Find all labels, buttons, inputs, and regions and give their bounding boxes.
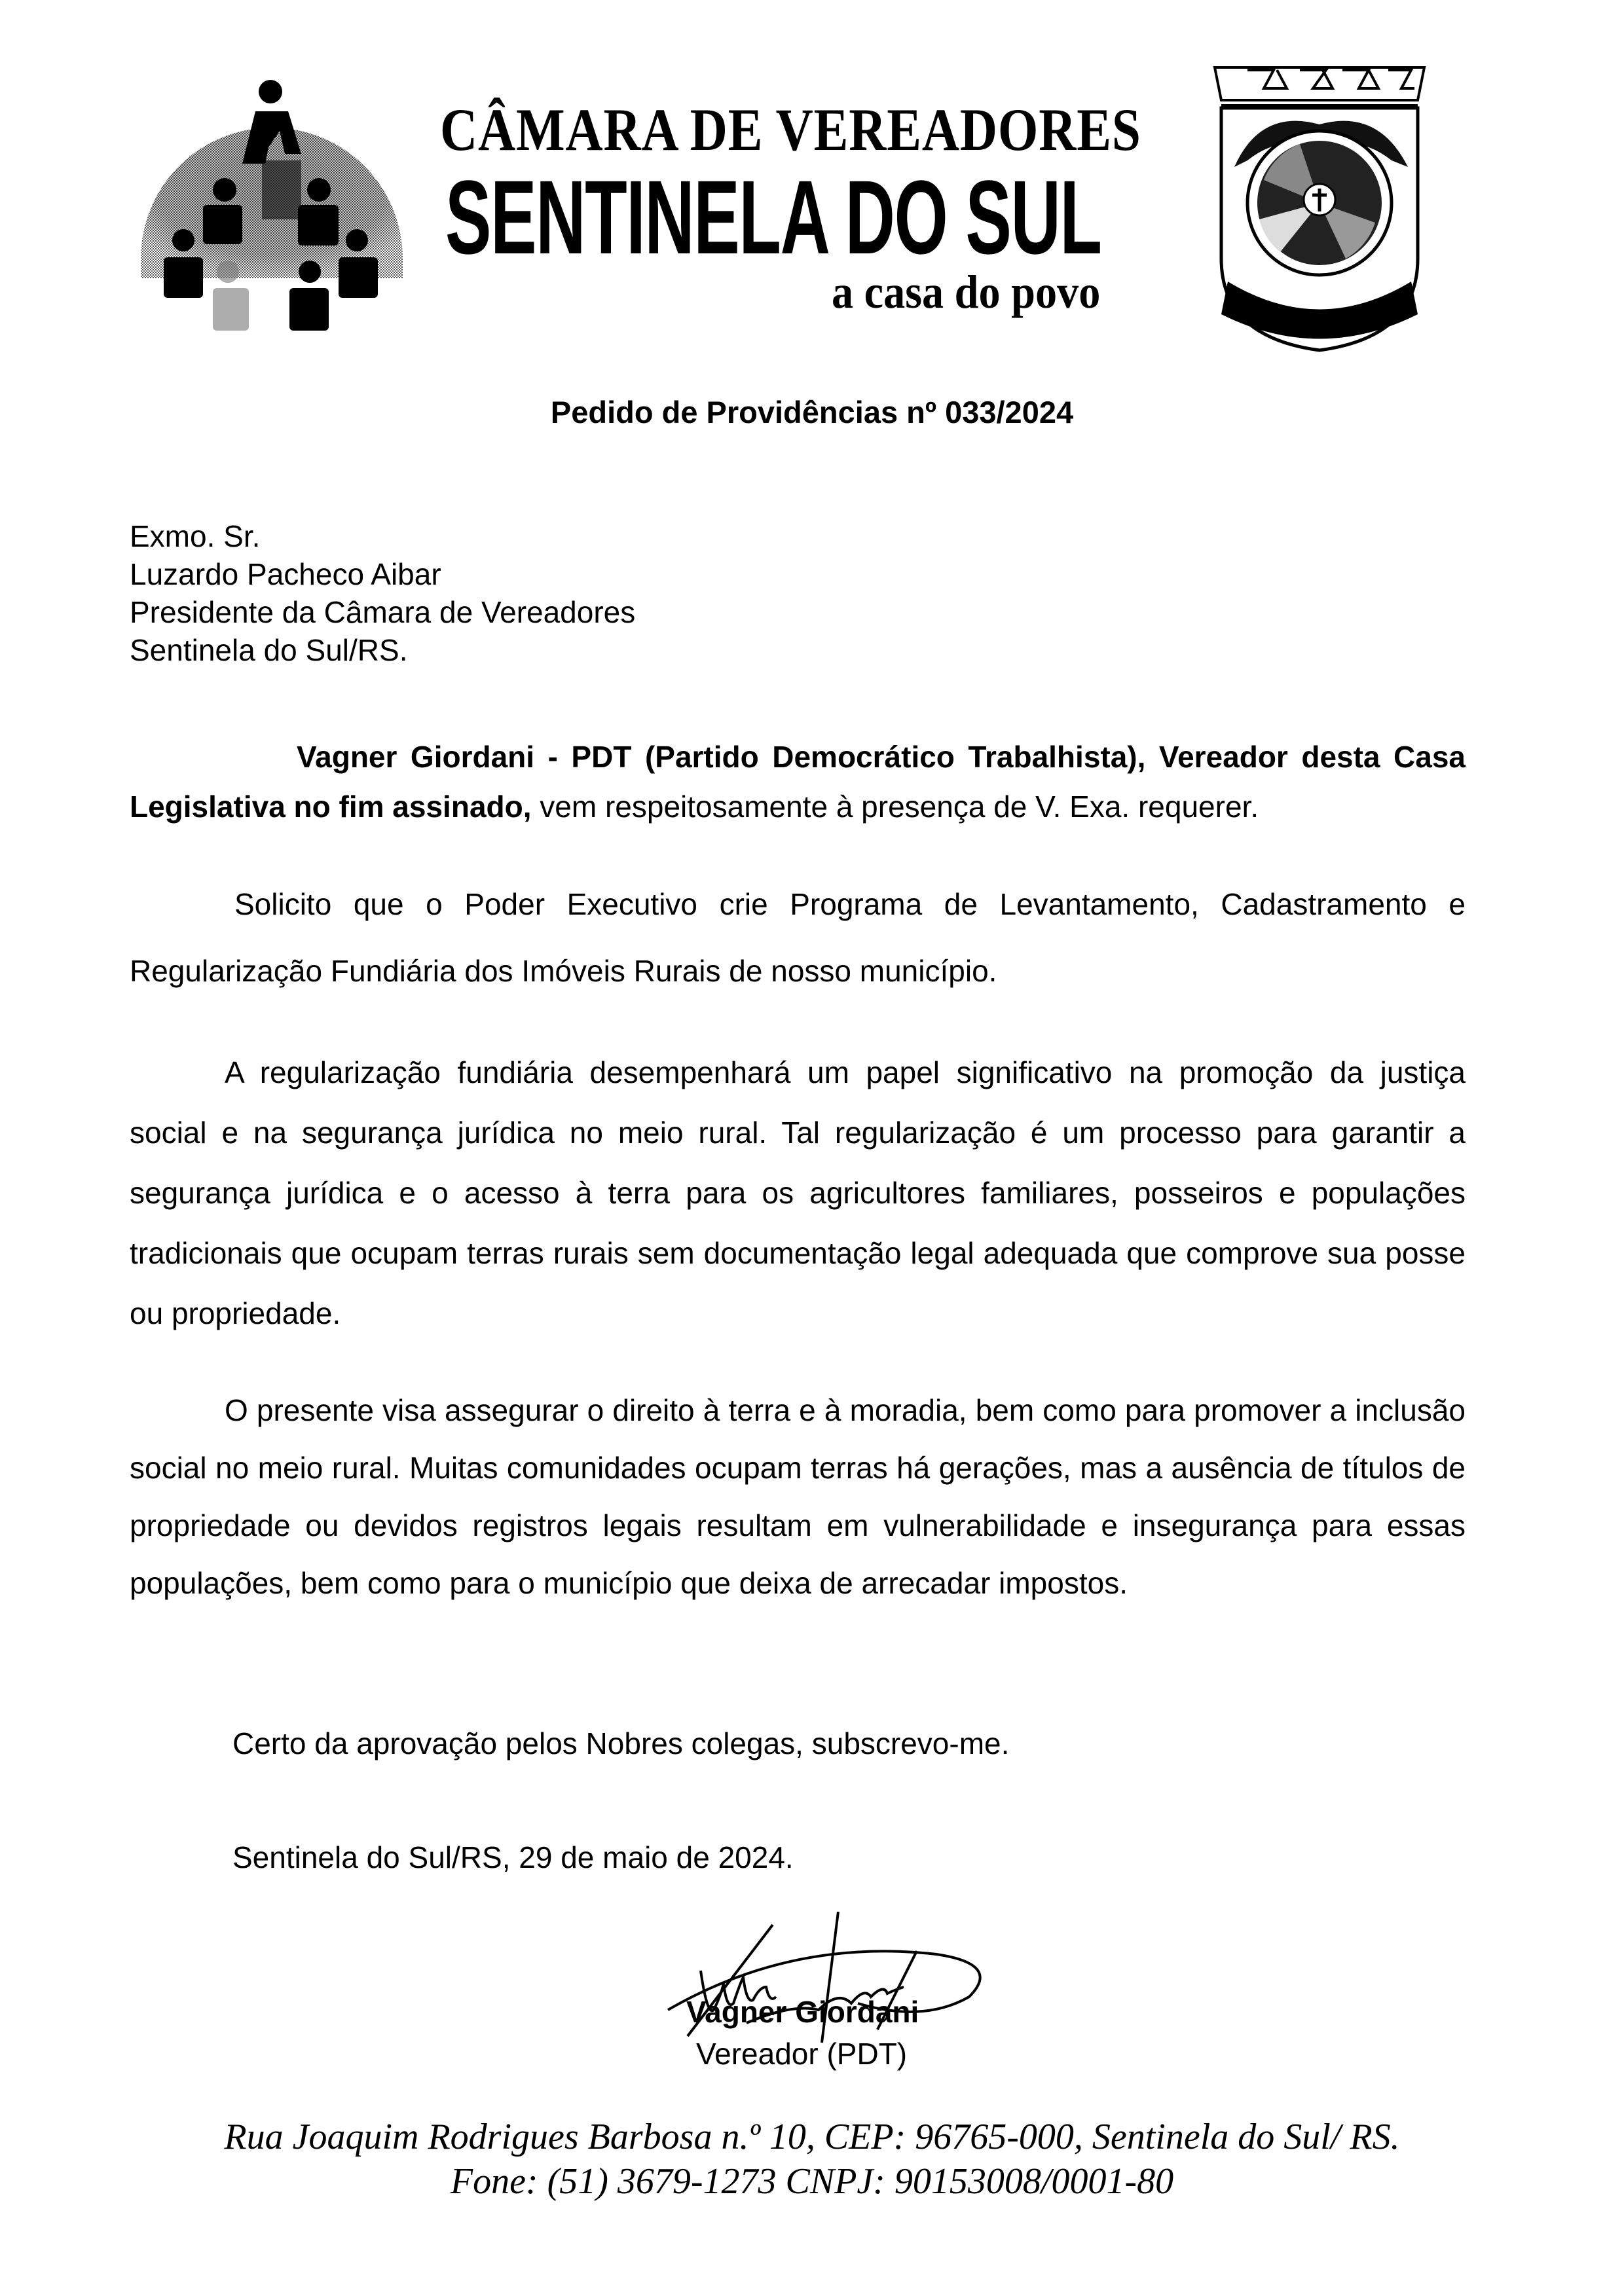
request-paragraph: Solicito que o Poder Executivo crie Programa de Levantamento, Cadastramento e Regularização Fundiária dos Imóveis Rurais de nosso município. — [130, 887, 1466, 988]
header-slogan: a casa do povo — [832, 266, 1101, 318]
intro-bold-text: Vagner Giordani - PDT (Partido Democrático Trabalhista), Vereador desta Casa Legislativa no fim assinado, — [130, 740, 1466, 824]
purpose-paragraph: O presente visa assegurar o direito à terra e à moradia, bem como para promover a inclusão social no meio rural. Muitas comunidades ocupam terras há gerações, mas a ausência de títulos de propriedade ou devidos registros legais resultam em vulnerabilidade e insegurança para essas populações, bem como para o município que deixa de arrecadar impostos. — [130, 1393, 1466, 1600]
signer-name: Vagner Giordani — [686, 1995, 919, 2029]
council-people-icon — [134, 62, 406, 350]
addressee-salutation: Exmo. Sr. — [130, 519, 261, 553]
header-chamber-name: CÂMARA DE VEREADORES — [440, 96, 1141, 163]
addressee-block — [130, 517, 635, 669]
addressee-title: Presidente da Câmara de Vereadores — [130, 595, 636, 629]
footer-address: Rua Joaquim Rodrigues Barbosa n.º 10, CEP: 96765-000, Sentinela do Sul/ RS. — [224, 2117, 1400, 2157]
municipal-coat-of-arms-icon — [1202, 62, 1437, 360]
justification-paragraph: A regularização fundiária desempenhará um papel significativo na promoção da justiça social e na segurança jurídica no meio rural. Tal regularização é um processo para garantir a segurança jurídica e o acesso à terra para os agricultores familiares, posseiros e populações tradicionais que ocupam terras rurais sem documentação legal adequada que comprove sua posse ou propriedade. — [130, 1055, 1466, 1330]
date-line: Sentinela do Sul/RS, 29 de maio de 2024. — [232, 1840, 794, 1874]
header-city-name: SENTINELA DO SUL — [445, 158, 1101, 276]
document-title: Pedido de Providências nº 033/2024 — [550, 395, 1074, 429]
addressee-location: Sentinela do Sul/RS. — [130, 633, 408, 667]
intro-rest-text: vem respeitosamente à presença de V. Exa. requerer. — [531, 790, 1259, 824]
footer-contact: Fone: (51) 3679-1273 CNPJ: 90153008/0001-80 — [450, 2161, 1174, 2202]
signer-role: Vereador (PDT) — [696, 2037, 908, 2071]
closing-line: Certo da aprovação pelos Nobres colegas, subscrevo-me. — [232, 1726, 1010, 1760]
intro-paragraph — [130, 732, 1466, 831]
addressee-name: Luzardo Pacheco Aibar — [130, 557, 441, 591]
